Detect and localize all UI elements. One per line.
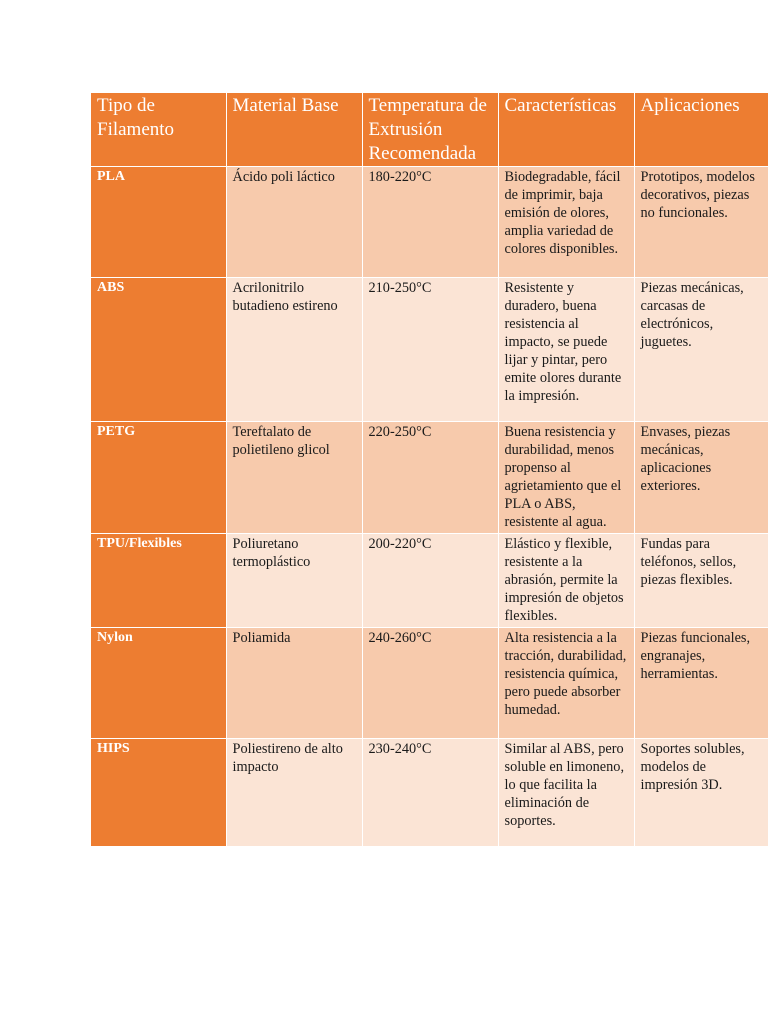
cell-tipo: ABS: [91, 278, 226, 422]
filament-comparison-table: [91, 93, 768, 846]
cell-temperatura: 220-250°C: [362, 422, 498, 534]
header-material-base: Material Base: [226, 93, 362, 167]
header-caracteristicas: Características: [498, 93, 634, 167]
cell-material: Poliamida: [226, 628, 362, 739]
cell-caracteristicas: Biodegradable, fácil de imprimir, baja emisión de olores, amplia variedad de colores disponibles.: [498, 167, 634, 278]
cell-material: Poliestireno de alto impacto: [226, 739, 362, 846]
cell-caracteristicas: Resistente y duradero, buena resistencia al impacto, se puede lijar y pintar, pero emite olores durante la impresión.: [498, 278, 634, 422]
cell-tipo: PETG: [91, 422, 226, 534]
table-header-row: [91, 93, 768, 167]
cell-tipo: HIPS: [91, 739, 226, 846]
cell-material: Acrilonitrilo butadieno estireno: [226, 278, 362, 422]
cell-tipo: Nylon: [91, 628, 226, 739]
cell-temperatura: 240-260°C: [362, 628, 498, 739]
cell-temperatura: 210-250°C: [362, 278, 498, 422]
cell-temperatura: 200-220°C: [362, 534, 498, 628]
cell-aplicaciones: Fundas para teléfonos, sellos, piezas flexibles.: [634, 534, 768, 628]
header-aplicaciones: Aplicaciones: [634, 93, 768, 167]
table-row: [91, 534, 768, 628]
cell-material: Ácido poli láctico: [226, 167, 362, 278]
header-temperatura: Temperatura de Extrusión Recomendada: [362, 93, 498, 167]
cell-caracteristicas: Similar al ABS, pero soluble en limoneno, lo que facilita la eliminación de soportes.: [498, 739, 634, 846]
cell-tipo: PLA: [91, 167, 226, 278]
cell-tipo: TPU/Flexibles: [91, 534, 226, 628]
table-row: [91, 422, 768, 534]
table-row: [91, 167, 768, 278]
header-tipo-filamento: Tipo de Filamento: [91, 93, 226, 167]
cell-aplicaciones: Envases, piezas mecánicas, aplicaciones exteriores.: [634, 422, 768, 534]
cell-caracteristicas: Buena resistencia y durabilidad, menos propenso al agrietamiento que el PLA o ABS, resistente al agua.: [498, 422, 634, 534]
cell-material: Tereftalato de polietileno glicol: [226, 422, 362, 534]
table-row: [91, 739, 768, 846]
cell-caracteristicas: Elástico y flexible, resistente a la abrasión, permite la impresión de objetos flexibles.: [498, 534, 634, 628]
table-row: [91, 628, 768, 739]
cell-aplicaciones: Soportes solubles, modelos de impresión 3D.: [634, 739, 768, 846]
cell-temperatura: 230-240°C: [362, 739, 498, 846]
cell-aplicaciones: Piezas mecánicas, carcasas de electrónicos, juguetes.: [634, 278, 768, 422]
cell-caracteristicas: Alta resistencia a la tracción, durabilidad, resistencia química, pero puede absorber humedad.: [498, 628, 634, 739]
cell-aplicaciones: Piezas funcionales, engranajes, herramientas.: [634, 628, 768, 739]
cell-aplicaciones: Prototipos, modelos decorativos, piezas no funcionales.: [634, 167, 768, 278]
cell-temperatura: 180-220°C: [362, 167, 498, 278]
cell-material: Poliuretano termoplástico: [226, 534, 362, 628]
table-row: [91, 278, 768, 422]
